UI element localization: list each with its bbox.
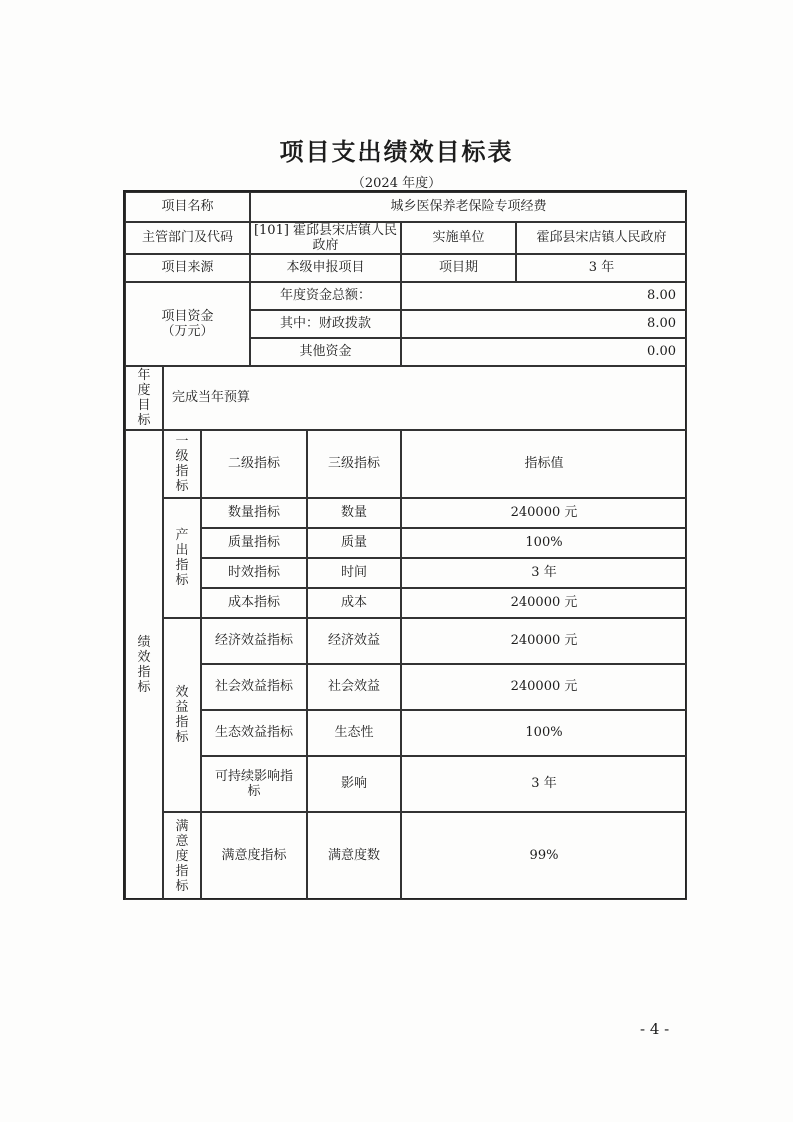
header-value: 指标值 [401,430,687,498]
table-title: 项目支出绩效目标表 [279,137,514,166]
output-row-level2: 数量指标 [201,498,307,528]
perf-label [125,430,163,900]
output-row-level2: 时效指标 [201,558,307,588]
satisfaction-label-char: 意 [175,833,189,849]
perf-label-char: 标 [137,680,151,695]
output-row-level3: 质量 [307,528,401,558]
output-row-level2: 质量指标 [201,528,307,558]
satisfaction-label [163,812,201,900]
output-row-value: 100% [401,528,687,558]
satisfaction-level3: 满意度数 [307,812,401,900]
output-row-value: 3 年 [401,558,687,588]
perf-label-char: 绩 [137,635,151,650]
benefit-row-level3: 生态性 [307,710,401,756]
source-label: 项目来源 [125,254,250,282]
benefit-row-value: 100% [401,710,687,756]
benefit-row-level3: 社会效益 [307,664,401,710]
sustain-value: 3 年 [401,756,687,812]
dept-label: 主管部门及代码 [125,222,250,254]
header-level1-char: 一 [175,434,189,449]
sustain-level3: 影响 [307,756,401,812]
output-row-level3: 成本 [307,588,401,618]
output-label-char: 指 [175,558,189,573]
benefit-row-value: 240000 元 [401,664,687,710]
header-level1-char: 标 [175,479,189,494]
benefit-row-level3: 经济效益 [307,618,401,664]
dept-value-line-2: 政府 [312,238,339,253]
benefit-row-value: 240000 元 [401,618,687,664]
funds-label [125,282,250,366]
funds-other-value: 0.00 [401,338,687,366]
page-number: - 4 - [640,1020,670,1038]
satisfaction-value: 99% [401,812,687,900]
benefit-label-char: 益 [175,700,189,715]
output-label [163,498,201,618]
satisfaction-level2: 满意度指标 [201,812,307,900]
benefit-row-level2: 经济效益指标 [201,618,307,664]
satisfaction-label-char: 满 [175,818,189,834]
performance-table [123,190,687,900]
output-label-char: 产 [175,528,189,543]
benefit-label-char: 指 [175,715,189,730]
output-row-value: 240000 元 [401,498,687,528]
output-row-level2: 成本指标 [201,588,307,618]
annual-goal-char: 标 [137,413,151,428]
impl-unit-label: 实施单位 [401,222,516,254]
output-row-level3: 时间 [307,558,401,588]
funds-other-label: 其他资金 [250,338,401,366]
funds-total-label: 年度资金总额： [250,282,401,310]
annual-goal-char: 目 [137,398,151,413]
output-label-char: 标 [175,573,189,588]
benefit-label-char: 标 [175,730,189,745]
satisfaction-label-char: 度 [175,848,189,864]
sustain-level2-line-2: 标 [247,784,261,799]
perf-label-char: 指 [137,665,151,680]
project-name-value: 城乡医保养老保险专项经费 [250,192,687,222]
benefit-row-level2: 生态效益指标 [201,710,307,756]
benefit-label-char: 效 [175,685,189,700]
sustain-level2-line-1: 可持续影响指 [214,769,293,784]
annual-goal-char: 度 [137,383,151,398]
output-row-level3: 数量 [307,498,401,528]
header-level3: 三级指标 [307,430,401,498]
header-level1 [163,430,201,498]
funds-total-value: 8.00 [401,282,687,310]
impl-unit-value: 霍邱县宋店镇人民政府 [516,222,687,254]
output-row-value: 240000 元 [401,588,687,618]
table-year: （2024 年度） [351,176,442,191]
benefit-label [163,618,201,812]
source-value: 本级申报项目 [250,254,401,282]
project-name-label: 项目名称 [125,192,250,222]
funds-label-line-1: 项目资金 [161,309,214,324]
perf-label-char: 效 [137,650,151,665]
annual-goal-content: 完成当年预算 [163,366,687,430]
output-label-char: 出 [175,543,189,558]
header-level2: 二级指标 [201,430,307,498]
header-level1-char: 指 [175,464,189,479]
sustain-level2 [201,756,307,812]
funds-label-line-2: （万元） [161,324,214,339]
dept-value [250,222,401,254]
benefit-row-level2: 社会效益指标 [201,664,307,710]
funds-fiscal-value: 8.00 [401,310,687,338]
funds-fiscal-label: 其中：财政拨款 [250,310,401,338]
period-label: 项目期 [401,254,516,282]
satisfaction-label-char: 标 [175,878,189,894]
annual-goal-label [125,366,163,430]
annual-goal-char: 年 [137,368,151,383]
period-value: 3 年 [516,254,687,282]
header-level1-char: 级 [175,449,189,464]
satisfaction-label-char: 指 [175,863,189,879]
dept-value-line-1: [101] 霍邱县宋店镇人民 [253,223,398,238]
